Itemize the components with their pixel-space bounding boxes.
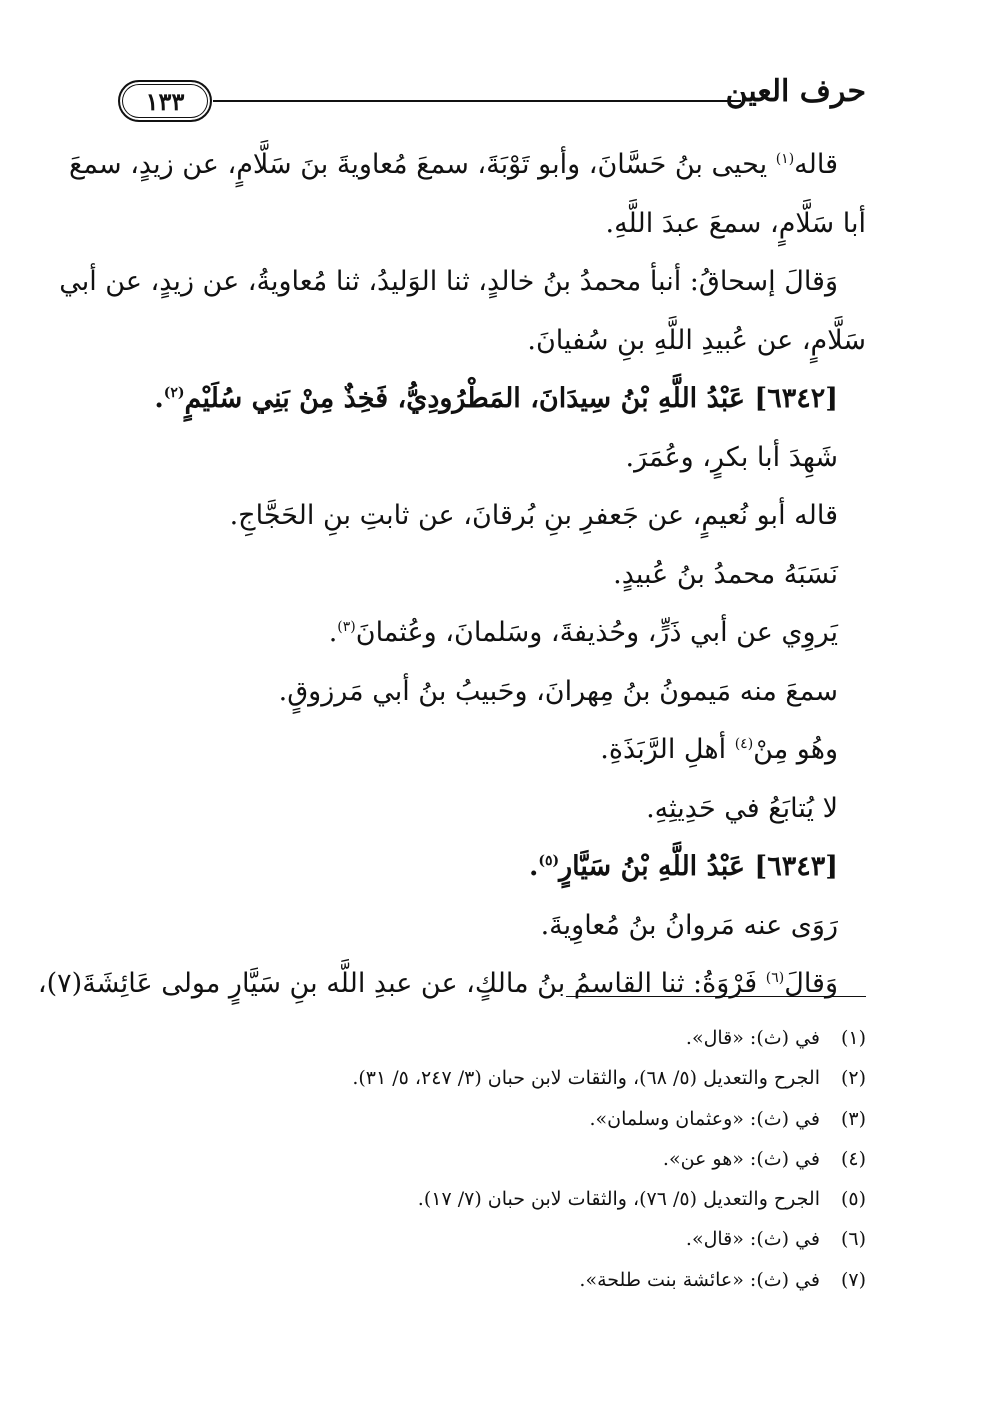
text-line — [122, 195, 866, 254]
line-text: سَلَّامٍ، عن عُبيدِ اللَّهِ بنِ سُفيانَ. — [527, 324, 866, 356]
text-line — [122, 780, 866, 839]
text-line — [122, 546, 866, 605]
line-text-rest: . — [528, 851, 539, 882]
line-text: [٦٣٤٢] عَبْدُ اللَّهِ بْنُ سِيدَانَ، المَطْرُودِيُّ، فَخِذٌ مِنْ بَنِي سُلَيْمٍ — [184, 383, 838, 414]
footnote-separator — [566, 996, 866, 997]
line-text: شَهِدَ أبا بكرٍ، وعُمَرَ. — [625, 441, 838, 473]
footnote — [118, 1139, 866, 1179]
line-text: سمعَ منه مَيمونُ بنُ مِهرانَ، وحَبيبُ بنُ أبي مَرزوقٍ. — [278, 675, 838, 707]
footnote-number: (٣) — [840, 1107, 866, 1130]
footnote-number: (١) — [840, 1027, 866, 1049]
footnote-text: في (ث): «هو عن». — [662, 1147, 820, 1170]
footnote — [118, 1058, 866, 1098]
footnote — [118, 1099, 866, 1139]
line-text: وَقالَ إسحاقُ: أنبأ محمدُ بنُ خالدٍ، ثنا الوَليدُ، ثنا مُعاويةُ، عن زيدٍ، عن أبي — [59, 266, 838, 297]
text-line — [122, 721, 866, 780]
footnote-number: (٢) — [840, 1067, 866, 1090]
footnote-text: في (ث): «وعثمان وسلمان». — [589, 1107, 820, 1130]
line-text: قاله أبو نُعيمٍ، عن جَعفرِ بنِ بُرقانَ، عن ثابتِ بنِ الحَجَّاجِ. — [229, 500, 838, 531]
text-line — [59, 253, 866, 312]
footnote — [118, 1260, 866, 1300]
line-text-rest: أهلِ الرَّبَذَةِ. — [600, 734, 735, 765]
line-text: وهُو مِنْ — [753, 734, 838, 765]
line-text-rest: . — [328, 617, 338, 648]
line-text: قاله — [794, 149, 838, 180]
footnotes — [118, 1018, 866, 1300]
footnote-marker: (٤) — [734, 736, 754, 752]
footnote-text: في (ث): «عائشة بنت طلحة». — [579, 1268, 820, 1291]
footnote-marker: (٥) — [538, 853, 560, 869]
footnote-marker: (٣) — [337, 619, 356, 635]
footnote-number: (٥) — [840, 1188, 866, 1211]
footnote — [118, 1219, 866, 1259]
text-line — [122, 604, 866, 663]
text-line — [122, 663, 866, 722]
line-text: رَوَى عنه مَروانُ بنُ مُعاوِيةَ. — [540, 909, 838, 941]
entry-heading-line — [122, 838, 866, 897]
line-text-rest: يحيى بنُ حَسَّانَ، وأبو تَوْبَةَ، سمعَ مُعاويةَ بنَ سَلَّامٍ، عن زيدٍ، سمعَ — [69, 149, 776, 180]
footnote-number: (٧) — [840, 1268, 866, 1291]
footnote-text: الجرح والتعديل (٥/ ٧٦)، والثقات لابن حبان (٧/ ١٧). — [417, 1188, 820, 1211]
line-text: [٦٣٤٣] عَبْدُ اللَّهِ بْنُ سَيَّارٍ — [559, 851, 838, 882]
footnote-number: (٤) — [840, 1147, 866, 1170]
entry-heading-line — [122, 370, 866, 429]
text-line — [37, 955, 866, 1014]
text-line — [122, 312, 866, 371]
line-text-rest: فَرْوَةُ: ثنا القاسمُ بنُ مالكٍ، عن عبدِ اللَّه بنِ سَيَّارٍ مولى عَائِشَةَ(٧)، — [37, 968, 766, 999]
footnote-text: في (ث): «قال». — [685, 1228, 820, 1251]
line-text: نَسَبَهُ محمدُ بنُ عُبيدٍ. — [613, 558, 838, 590]
footnote-marker: (٦) — [765, 970, 785, 986]
footnote-text: الجرح والتعديل (٥/ ٦٨)، والثقات لابن حبان (٣/ ٢٤٧، ٥/ ٣١). — [352, 1067, 820, 1090]
header-rule — [213, 100, 741, 102]
running-title: حرف العين — [725, 74, 866, 109]
body-text — [37, 136, 866, 1014]
line-text-rest: . — [154, 383, 164, 414]
footnote-text: في (ث): «قال». — [685, 1027, 820, 1049]
line-text: أبا سَلَّامٍ، سمعَ عبدَ اللَّهِ. — [605, 207, 866, 239]
footnote-number: (٦) — [840, 1228, 866, 1251]
footnote — [118, 1179, 866, 1219]
footnote-marker: (٢) — [163, 385, 185, 401]
line-text: وَقالَ — [784, 968, 838, 999]
line-text: يَروِي عن أبي ذَرٍّ، وحُذيفةَ، وسَلمانَ، وعُثمانَ — [355, 617, 838, 648]
text-line — [122, 897, 866, 956]
text-line — [122, 487, 866, 546]
text-line — [69, 136, 866, 195]
footnote — [118, 1018, 866, 1058]
page-header — [118, 72, 866, 128]
footnote-marker: (١) — [775, 151, 795, 167]
text-line — [122, 429, 866, 488]
page-number: ١٣٣ — [118, 80, 212, 122]
line-text: لا يُتابَعُ في حَدِيثِهِ. — [646, 792, 838, 824]
